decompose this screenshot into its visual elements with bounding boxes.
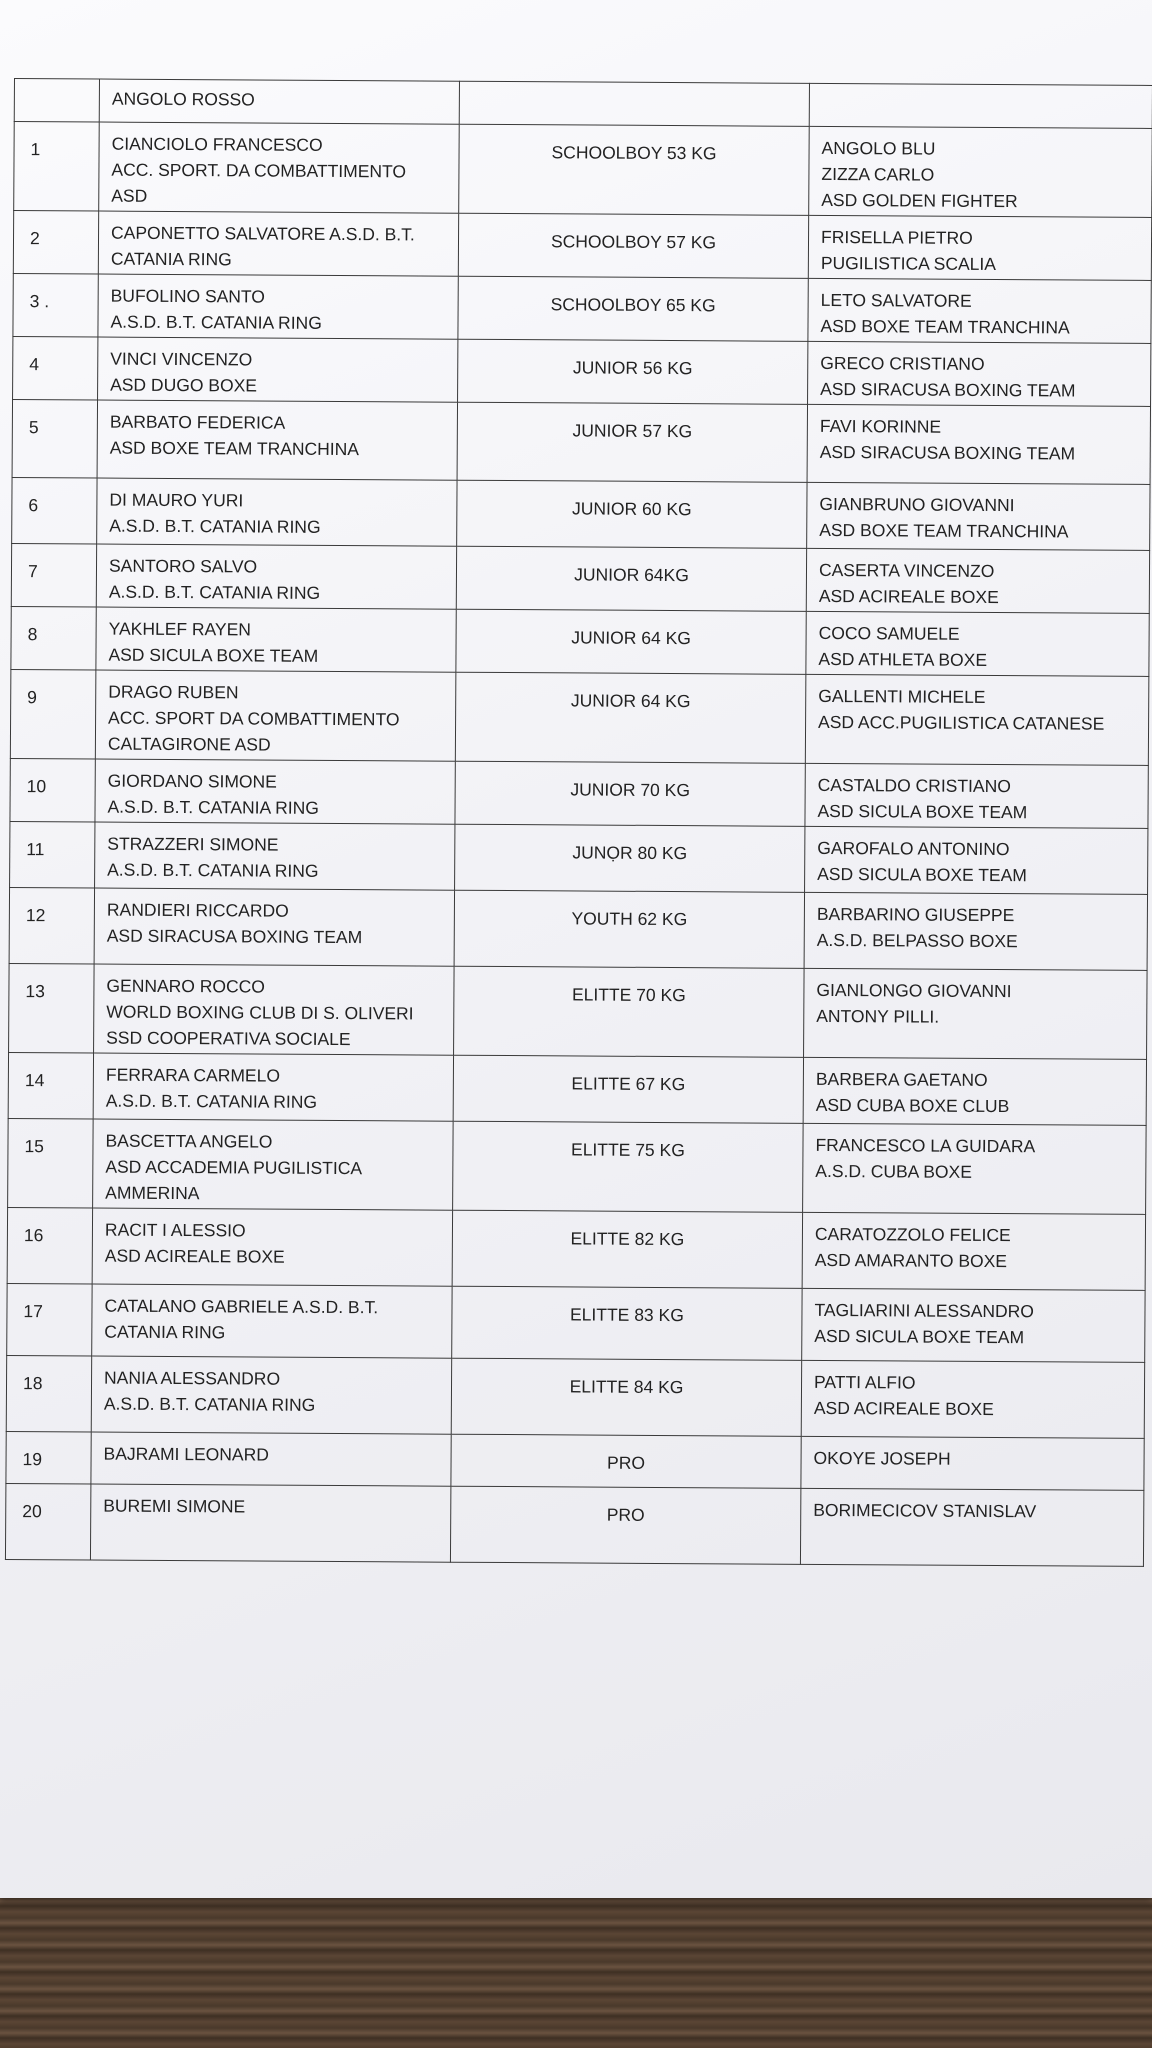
blue-fighter-club: ASD CUBA BOXE CLUB	[815, 1094, 1010, 1117]
blue-fighter-name: BORIMECICOV STANISLAV	[813, 1499, 1037, 1522]
red-fighter-name: DRAGO RUBEN	[108, 681, 239, 703]
weight-category: ELITTE 82 KG	[452, 1210, 802, 1288]
blue-corner-cell	[802, 1288, 1145, 1362]
blue-corner-cell	[800, 1488, 1143, 1566]
weight-category: JUNIOR 64 KG	[455, 672, 806, 763]
blue-fighter-name: FAVI KORINNE	[819, 415, 942, 437]
red-fighter-name: YAKHLEF RAYEN	[108, 618, 252, 640]
blue-corner-cell	[803, 1123, 1147, 1214]
blue-corner-cell	[805, 826, 1148, 894]
red-corner-cell	[91, 1356, 451, 1434]
red-fighter-club: ACC. SPORT. DA COMBATTIMENTO	[111, 159, 407, 182]
red-fighter-name: BASCETTA ANGELO	[105, 1130, 273, 1152]
bout-row	[8, 1052, 1146, 1125]
bout-row	[13, 211, 1151, 281]
blue-corner-cell	[808, 215, 1151, 280]
red-corner-cell	[93, 1119, 454, 1210]
red-fighter-name: BUREMI SIMONE	[103, 1495, 246, 1517]
weight-category: YOUTH 62 KG	[454, 890, 804, 968]
bout-row	[10, 821, 1148, 894]
bout-number: 13	[9, 963, 95, 1053]
red-corner-cell	[97, 400, 457, 480]
blue-fighter-name: TAGLIARINI ALESSANDRO	[814, 1299, 1035, 1322]
blue-fighter-club: ASD SICULA BOXE TEAM	[814, 1325, 1025, 1348]
blue-corner-cell	[807, 404, 1150, 484]
red-fighter-club: A.S.D. B.T. CATANIA RING	[107, 796, 319, 818]
red-corner-cell	[97, 478, 457, 546]
weight-category: SCHOOLBOY 65 KG	[458, 276, 808, 341]
blue-corner-cell	[802, 1212, 1145, 1290]
red-fighter-name: SANTORO SALVO	[108, 555, 258, 577]
blue-corner-cell	[805, 674, 1149, 765]
blue-fighter-name: GALLENTI MICHELE	[818, 685, 986, 707]
red-fighter-club: ASD DUGO BOXE	[110, 374, 258, 396]
bout-row	[14, 122, 1152, 218]
red-fighter-name: GENNARO ROCCO	[106, 975, 266, 997]
bout-number: 2	[13, 211, 98, 275]
bout-row	[5, 1483, 1143, 1566]
weight-category: PRO	[451, 1434, 801, 1488]
bout-number: 11	[10, 821, 95, 888]
bout-number: 19	[6, 1431, 91, 1484]
bout-row	[11, 606, 1149, 676]
red-corner-cell	[92, 1208, 452, 1286]
red-corner-cell	[96, 607, 456, 672]
red-corner-cell	[93, 1053, 453, 1121]
blue-corner-cell	[806, 548, 1149, 613]
weight-category: JUNIOR 64KG	[456, 546, 806, 611]
bout-row	[10, 758, 1148, 828]
wooden-desk	[0, 1890, 1152, 2048]
header-category-cell	[459, 81, 809, 126]
blue-fighter-club: ASD ACC.PUGILISTICA CATANESE	[818, 711, 1105, 734]
blue-fighter-club: A.S.D. BELPASSO BOXE	[816, 929, 1018, 952]
blue-fighter-club: ASD AMARANTO BOXE	[814, 1249, 1008, 1272]
red-corner-cell	[98, 211, 458, 276]
blue-fighter-club: ASD SICULA BOXE TEAM	[817, 863, 1027, 886]
header-num-cell	[14, 79, 99, 123]
bout-row	[9, 963, 1148, 1059]
bout-row	[7, 1207, 1145, 1290]
bout-row	[6, 1431, 1144, 1490]
bout-number: 15	[8, 1118, 94, 1208]
blue-fighter-club: ASD SIRACUSA BOXING TEAM	[819, 441, 1076, 464]
bout-row	[12, 477, 1150, 550]
weight-category: JUNIOR 70 KG	[455, 761, 805, 826]
red-fighter-name: NANIA ALESSANDRO	[104, 1367, 281, 1389]
bout-number: 20	[5, 1483, 90, 1560]
red-fighter-name: CIANCIOLO FRANCESCO	[111, 133, 323, 155]
bout-number: 17	[7, 1283, 92, 1356]
bout-row	[13, 273, 1151, 343]
blue-fighter-club: ASD BOXE TEAM TRANCHINA	[820, 315, 1070, 338]
red-corner-cell	[91, 1432, 451, 1486]
bout-row	[7, 1283, 1145, 1362]
red-fighter-name: BARBATO FEDERICA	[109, 411, 286, 433]
bout-number: 6	[12, 477, 97, 544]
red-fighter-name: CAPONETTO SALVATORE A.S.D. B.T.	[110, 222, 415, 245]
bout-row	[12, 399, 1150, 484]
weight-category: ELITTE 67 KG	[453, 1055, 803, 1123]
red-fighter-club: ASD ACIREALE BOXE	[104, 1245, 285, 1267]
bout-row	[11, 543, 1149, 613]
bout-row	[8, 1118, 1147, 1214]
bout-table	[5, 78, 1152, 1567]
blue-fighter-name: GIANBRUNO GIOVANNI	[819, 493, 1015, 516]
blue-fighter-name: GAROFALO ANTONINO	[817, 837, 1010, 860]
blue-corner-cell	[801, 1436, 1144, 1490]
blue-fighter-club: ASD SIRACUSA BOXING TEAM	[820, 378, 1076, 401]
blue-corner-header: ANGOLO BLU	[821, 137, 936, 159]
red-fighter-name: BUFOLINO SANTO	[110, 285, 266, 307]
bout-number: 7	[11, 543, 96, 607]
bout-number: 14	[8, 1052, 93, 1119]
bout-row	[13, 336, 1151, 406]
red-fighter-club: ASD ACCADEMIA PUGILISTICA	[105, 1156, 363, 1179]
blue-fighter-club: PUGILISTICA SCALIA	[820, 252, 997, 275]
red-fighter-name: CATALANO GABRIELE A.S.D. B.T.	[104, 1295, 379, 1318]
bout-number: 1	[14, 122, 100, 212]
red-fighter-club: ASD BOXE TEAM TRANCHINA	[109, 437, 360, 460]
red-fighter-name: FERRARA CARMELO	[105, 1064, 281, 1086]
bout-number: 3 .	[13, 273, 98, 337]
blue-fighter-name: CASTALDO CRISTIANO	[817, 774, 1011, 797]
red-fighter-club: ASD SIRACUSA BOXING TEAM	[106, 925, 363, 948]
blue-fighter-club: ASD SICULA BOXE TEAM	[817, 800, 1028, 823]
weight-category: SCHOOLBOY 57 KG	[458, 213, 808, 278]
red-fighter-name: DI MAURO YURI	[109, 489, 244, 511]
blue-corner-cell	[807, 482, 1150, 550]
blue-corner-cell	[805, 763, 1148, 828]
blue-fighter-name: FRANCESCO LA GUIDARA	[815, 1134, 1036, 1157]
red-corner-cell	[95, 822, 455, 890]
red-corner-cell	[98, 337, 458, 402]
red-corner-cell	[99, 122, 460, 213]
blue-corner-cell	[809, 126, 1152, 217]
red-fighter-name: STRAZZERI SIMONE	[107, 833, 279, 855]
blue-fighter-name: ZIZZA CARLO	[821, 163, 935, 185]
bout-row	[9, 887, 1147, 970]
blue-corner-cell	[808, 278, 1151, 343]
red-fighter-club: A.S.D. B.T. CATANIA RING	[103, 1393, 316, 1415]
red-fighter-club: SSD COOPERATIVA SOCIALE	[106, 1027, 351, 1050]
weight-category: JUNỌR 80 KG	[455, 824, 805, 892]
weight-category: JUNIOR 56 KG	[458, 339, 808, 404]
red-corner-cell	[92, 1284, 452, 1358]
blue-fighter-club: ANTONY PILLI.	[816, 1005, 940, 1027]
weight-category: JUNIOR 60 KG	[457, 480, 807, 548]
red-fighter-club: A.S.D. B.T. CATANIA RING	[105, 1090, 318, 1112]
weight-category: ELITTE 75 KG	[453, 1121, 804, 1212]
red-corner-cell	[96, 544, 456, 609]
bout-number: 10	[10, 758, 95, 822]
blue-fighter-club: ASD ATHLETA BOXE	[818, 648, 988, 670]
weight-category: PRO	[450, 1486, 800, 1564]
bout-number: 12	[9, 887, 94, 964]
blue-fighter-name: OKOYE JOSEPH	[813, 1447, 951, 1469]
blue-fighter-club: ASD BOXE TEAM TRANCHINA	[819, 519, 1069, 542]
red-corner-cell	[90, 1484, 450, 1562]
red-fighter-club: A.S.D. B.T. CATANIA RING	[110, 311, 322, 333]
bout-number: 8	[11, 606, 96, 670]
blue-fighter-name: COCO SAMUELE	[818, 622, 960, 644]
weight-category: ELITTE 70 KG	[454, 966, 805, 1057]
red-fighter-name: GIORDANO SIMONE	[107, 770, 277, 792]
red-corner-cell	[95, 670, 456, 761]
blue-fighter-name: PATTI ALFIO	[813, 1371, 916, 1393]
red-fighter-club: ASD SICULA BOXE TEAM	[108, 644, 319, 666]
bout-number: 5	[12, 399, 97, 478]
red-fighter-name: VINCI VINCENZO	[110, 348, 253, 370]
red-corner-cell	[94, 888, 454, 966]
weight-category: JUNIOR 64 KG	[456, 609, 806, 674]
blue-corner-cell	[803, 1057, 1146, 1125]
red-fighter-club: A.S.D. B.T. CATANIA RING	[107, 859, 319, 881]
blue-corner-cell	[806, 611, 1149, 676]
red-fighter-name: RANDIERI RICCARDO	[106, 899, 289, 921]
weight-category: ELITTE 84 KG	[451, 1358, 801, 1436]
blue-fighter-club: ASD ACIREALE BOXE	[818, 585, 999, 608]
blue-fighter-name: GIANLONGO GIOVANNI	[816, 979, 1012, 1002]
blue-corner-cell	[804, 892, 1147, 970]
weight-category: SCHOOLBOY 53 KG	[459, 124, 810, 215]
bout-number: 18	[6, 1355, 91, 1432]
red-fighter-club: A.S.D. B.T. CATANIA RING	[108, 581, 321, 603]
blue-corner-cell	[808, 341, 1151, 406]
red-fighter-club: WORLD BOXING CLUB DI S. OLIVERI	[106, 1001, 414, 1024]
red-fighter-club: ASD	[111, 185, 148, 206]
red-fighter-club: AMMERINA	[105, 1182, 200, 1204]
bout-number: 4	[13, 336, 98, 400]
red-fighter-club: CATANIA RING	[110, 248, 232, 270]
blue-fighter-name: LETO SALVATORE	[820, 289, 972, 311]
bout-row	[10, 669, 1149, 765]
blue-fighter-name: GRECO CRISTIANO	[820, 352, 985, 374]
red-corner-cell	[95, 759, 455, 824]
red-fighter-club: A.S.D. B.T. CATANIA RING	[109, 515, 321, 537]
blue-fighter-club: ASD ACIREALE BOXE	[813, 1397, 994, 1420]
blue-corner-cell	[801, 1360, 1144, 1438]
red-fighter-club: ACC. SPORT DA COMBATTIMENTO	[108, 707, 400, 730]
red-corner-header: ANGOLO ROSSO	[99, 79, 459, 124]
blue-corner-cell	[804, 968, 1148, 1059]
red-corner-cell	[98, 274, 458, 339]
red-fighter-name: BAJRAMI LEONARD	[103, 1443, 269, 1465]
blue-corner-header	[809, 83, 1152, 128]
red-fighter-name: RACIT I ALESSIO	[104, 1219, 246, 1241]
red-corner-cell	[94, 964, 455, 1055]
blue-fighter-name: BARBERA GAETANO	[815, 1068, 988, 1090]
weight-category: ELITTE 83 KG	[452, 1286, 802, 1360]
header-row	[14, 79, 1152, 129]
blue-fighter-name: CASERTA VINCENZO	[818, 559, 995, 581]
bout-number: 16	[7, 1207, 92, 1284]
bout-row	[6, 1355, 1144, 1438]
blue-fighter-name: FRISELLA PIETRO	[820, 226, 973, 248]
weight-category: JUNIOR 57 KG	[457, 402, 807, 482]
blue-fighter-name: BARBARINO GIUSEPPE	[816, 903, 1015, 926]
blue-fighter-name: CARATOZZOLO FELICE	[814, 1223, 1011, 1246]
blue-fighter-club: ASD GOLDEN FIGHTER	[821, 189, 1018, 212]
bout-number: 9	[10, 669, 96, 759]
red-fighter-club: CATANIA RING	[104, 1321, 226, 1343]
red-fighter-club: CALTAGIRONE ASD	[107, 733, 271, 755]
blue-fighter-club: A.S.D. CUBA BOXE	[815, 1160, 972, 1182]
bout-table-body	[5, 79, 1152, 1567]
